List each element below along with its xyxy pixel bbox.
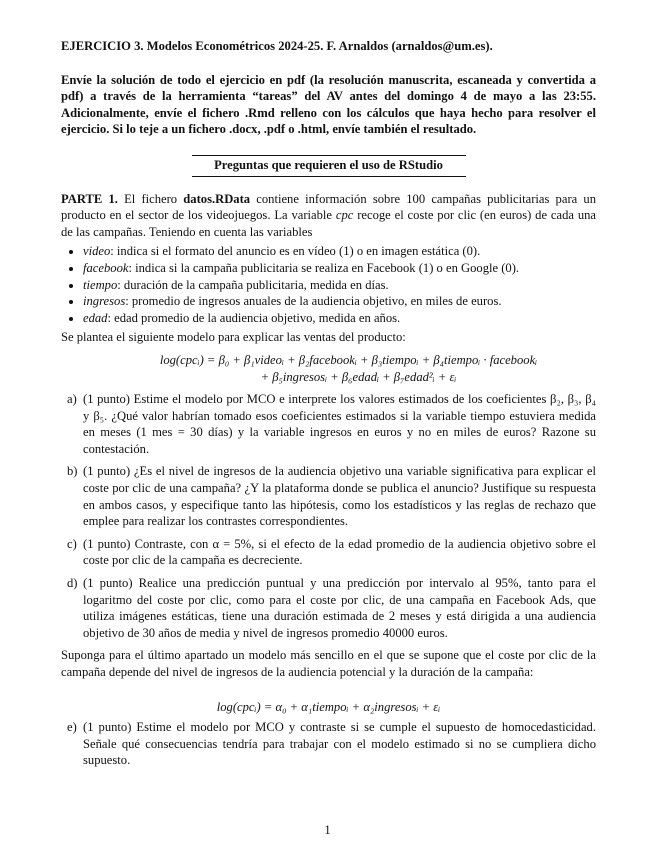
part1-text-1: El fichero <box>117 191 184 206</box>
list-item <box>83 310 596 327</box>
list-item <box>83 293 596 310</box>
question-text: (1 punto) Estime el modelo por MCO y contraste si se cumple el supuesto de homocedasticidad. Señale qué consecuencias tendría para trabajar con el modelo estimado si no se cumpliera dicho supuesto. <box>83 720 596 768</box>
list-item <box>83 260 596 277</box>
variable-list <box>61 243 596 326</box>
section-title: Preguntas que requieren el uso de RStudio <box>192 155 466 177</box>
section-heading-box <box>61 155 596 177</box>
variable-name: facebook <box>83 260 129 275</box>
document-page <box>61 38 596 775</box>
cpc-variable-name: cpc <box>335 208 354 223</box>
question-d <box>61 575 596 641</box>
list-item <box>83 277 596 294</box>
question-label: d) <box>67 576 78 591</box>
page-number: 1 <box>324 823 331 837</box>
question-c <box>61 536 596 569</box>
part1-label: PARTE 1. <box>61 191 118 206</box>
variable-name: edad <box>83 310 108 325</box>
document-header: EJERCICIO 3. Modelos Econométricos 2024-25. F. Arnaldos (arnaldos@um.es). <box>61 39 493 53</box>
part1-paragraph <box>61 191 596 241</box>
question-label: e) <box>67 720 77 735</box>
question-label: c) <box>67 536 77 551</box>
simple-model-equation: log(cpcᵢ) = α₀ + α₁tiempoᵢ + α₂ingresosᵢ + εᵢ <box>216 699 441 714</box>
list-item <box>83 243 596 260</box>
question-label: a) <box>67 392 77 407</box>
main-model-equation <box>61 352 596 385</box>
part1-text-3: recoge el coste por clic (en euros) de cada una de las campañas. Teniendo en cuenta las variables <box>61 208 597 239</box>
model-intro: Se plantea el siguiente modelo para explicar las ventas del producto: <box>61 330 406 345</box>
variable-name: video <box>83 244 111 259</box>
variable-desc: : edad promedio de la audiencia objetivo, medida en años. <box>107 310 401 325</box>
part1-text-2: contiene información sobre 100 campañas publicitarias para un producto en el sector de los videojuegos. La variable <box>61 191 596 223</box>
variable-name: ingresos <box>83 294 126 309</box>
question-text: (1 punto) Realice una predicción puntual y una predicción por intervalo al 95%, tanto para el logaritmo del coste por clic, como para el coste por clic, de una campaña en Facebook Ads, que utiliza imágenes estáticas, tiene una duración estimada de 2 meses y está dirigida a una audiencia objetivo de 30 años de media y nivel de ingresos promedio 40000 euros. <box>83 576 596 640</box>
question-a <box>61 391 596 457</box>
question-text: (1 punto) Estime el modelo por MCO e interprete los valores estimados de los coeficientes β₂, β₃, β₄ y β₅. ¿Qué valor habrían tomado esos coeficientes estimados si la variable tiempo estuviera medida en meses (1 mes = 30 días) y la variable ingresos en euros y no en miles de euros? Razone su contestación. <box>83 392 596 456</box>
data-file-name: datos.RData <box>183 191 251 206</box>
equation-line-2: + β₅ingresosᵢ + β₆edadᵢ + β₇edad²ᵢ + εᵢ <box>260 369 457 384</box>
question-e <box>61 719 596 769</box>
variable-desc: : promedio de ingresos anuales de la audiencia objetivo, en miles de euros. <box>125 294 502 309</box>
variable-desc: : duración de la campaña publicitaria, medida en días. <box>117 277 389 292</box>
variable-name: tiempo <box>83 277 118 292</box>
instructions-paragraph: Envíe la solución de todo el ejercicio en pdf (la resolución manuscrita, escaneada y convertida a pdf) a través de la herramienta “tareas” del AV antes del domingo 4 de mayo a las 23:55. Adicionalmente, envíe el fichero .Rmd relleno con los cálculos que haya hecho para resolver el ejercicio. Si lo teje a un fichero .docx, .pdf o .html, envíe también el resultado. <box>61 72 596 137</box>
equation-line-1: log(cpcᵢ) = β₀ + β₁videoᵢ + β₂facebookᵢ + β₃tiempoᵢ + β₄tiempoᵢ · facebookᵢ <box>159 352 538 367</box>
variable-desc: : indica si la campaña publicitaria se realiza en Facebook (1) o en Google (0). <box>128 260 520 275</box>
question-text: (1 punto) ¿Es el nivel de ingresos de la audiencia objetivo una variable significativa para explicar el coste por clic de una campaña? ¿Y la plataforma donde se publica el anuncio? Justifique su respuesta en ambos casos, y especifique tanto las hipótesis, como los estadísticos y las reglas de rechazo que emplee para realizar los contrastes correspondientes. <box>83 464 596 529</box>
simple-model-intro: Suponga para el último apartado un modelo más sencillo en el que se supone que el coste por clic de la campaña depende del nivel de ingresos de la audiencia potencial y la duración de la campaña: <box>61 648 596 679</box>
variable-desc: : indica si el formato del anuncio es en vídeo (1) o en imagen estática (0). <box>110 244 481 259</box>
question-b <box>61 463 596 529</box>
question-label: b) <box>67 464 78 479</box>
question-text: (1 punto) Contraste, con α = 5%, si el efecto de la edad promedio de la audiencia objetivo sobre el coste por clic de la campaña es decreciente. <box>83 536 596 568</box>
